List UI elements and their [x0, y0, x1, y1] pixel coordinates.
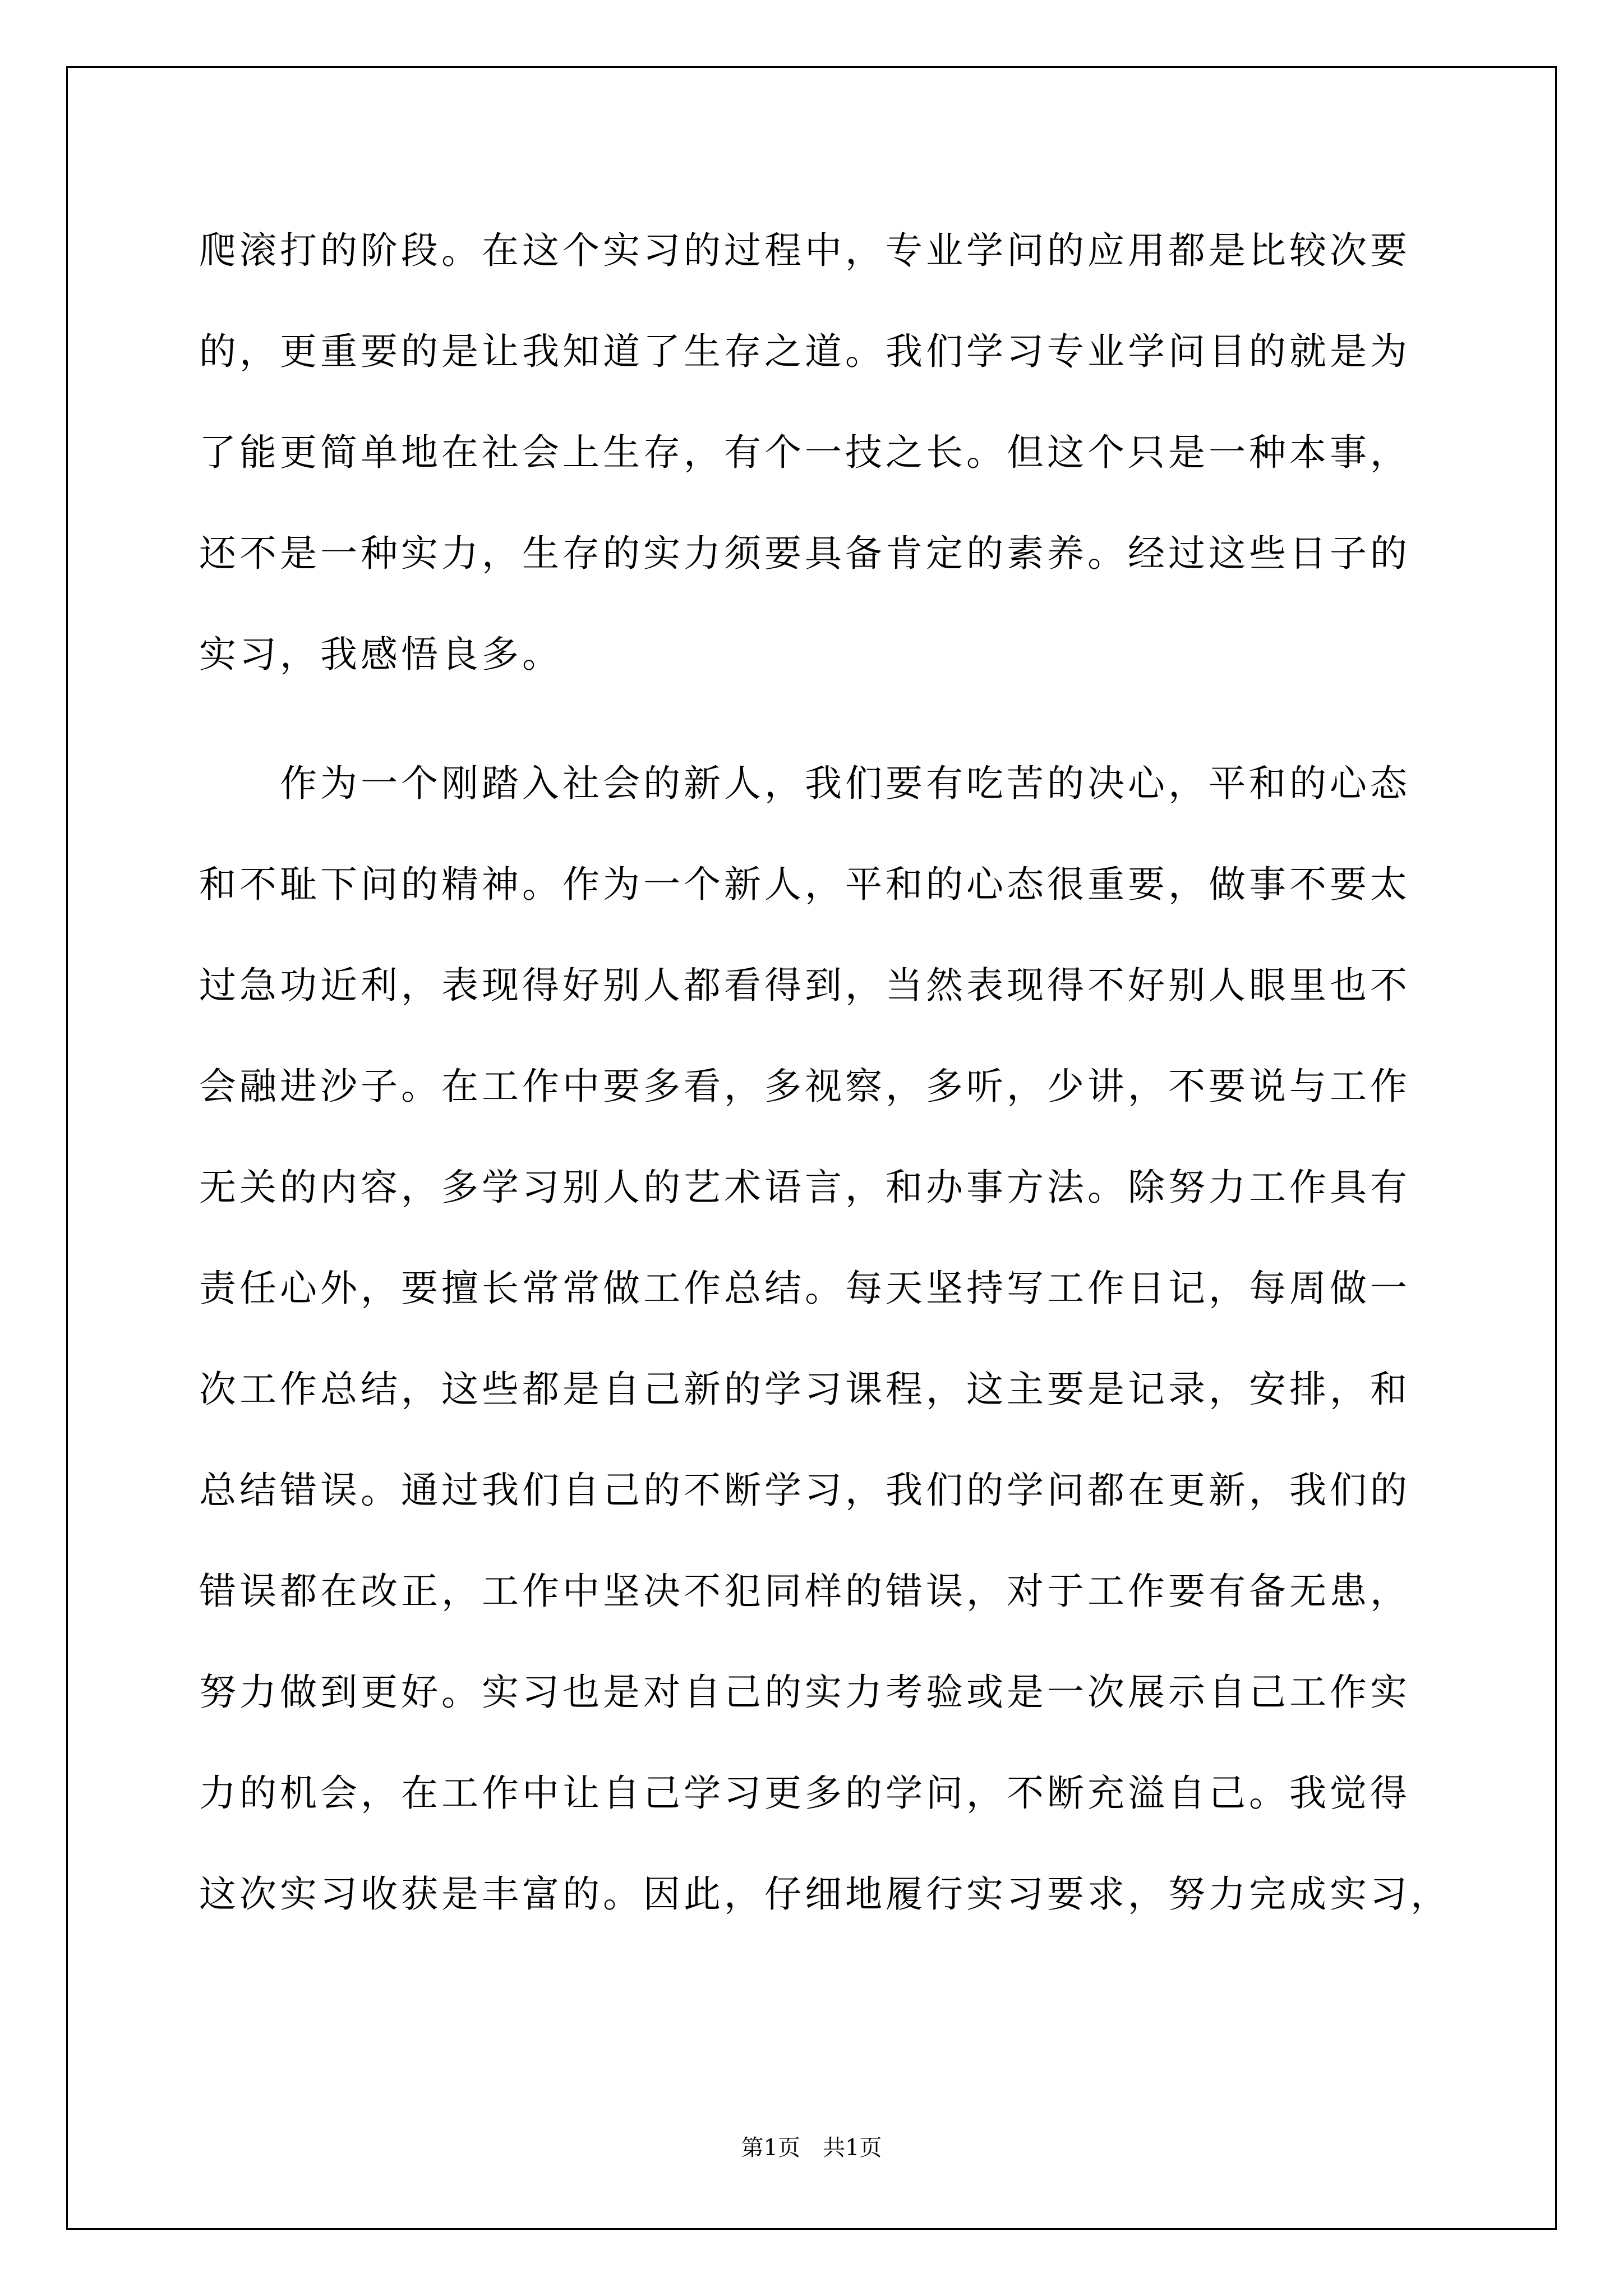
text-line: 无关的内容，多学习别人的艺术语言，和办事方法。除努力工作具有	[199, 1166, 1410, 1209]
text-line: 的，更重要的是让我知道了生存之道。我们学习专业学问目的就是为	[199, 330, 1410, 373]
text-line: 错误都在改正，工作中坚决不犯同样的错误，对于工作要有备无患，	[199, 1570, 1410, 1613]
text-line: 了能更简单地在社会上生存，有个一技之长。但这个只是一种本事，	[199, 431, 1410, 474]
text-line: 这次实习收获是丰富的。因此，仔细地履行实习要求，努力完成实习，	[199, 1872, 1451, 1916]
text-line: 力的机会，在工作中让自己学习更多的学问，不断充溢自己。我觉得	[199, 1772, 1410, 1815]
text-line: 努力做到更好。实习也是对自己的实力考验或是一次展示自己工作实	[199, 1671, 1410, 1714]
text-line: 还不是一种实力，生存的实力须要具备肯定的素养。经过这些日子的	[199, 532, 1410, 575]
text-line: 总结错误。通过我们自己的不断学习，我们的学问都在更新，我们的	[199, 1469, 1410, 1512]
text-line: 会融进沙子。在工作中要多看，多视察，多听，少讲，不要说与工作	[199, 1065, 1410, 1108]
text-line: 爬滚打的阶段。在这个实习的过程中，专业学问的应用都是比较次要	[199, 229, 1410, 272]
text-line: 过急功近利，表现得好别人都看得到，当然表现得不好别人眼里也不	[199, 964, 1410, 1007]
text-line: 作为一个刚踏入社会的新人，我们要有吃苦的决心，平和的心态	[199, 762, 1410, 805]
text-line: 实习，我感悟良多。	[199, 633, 562, 676]
text-line: 次工作总结，这些都是自己新的学习课程，这主要是记录，安排，和	[199, 1368, 1410, 1411]
page-footer: 第1页 共1页	[741, 2135, 882, 2161]
text-line: 和不耻下问的精神。作为一个新人，平和的心态很重要，做事不要太	[199, 863, 1410, 906]
text-line: 责任心外，要擅长常常做工作总结。每天坚持写工作日记，每周做一	[199, 1267, 1410, 1310]
